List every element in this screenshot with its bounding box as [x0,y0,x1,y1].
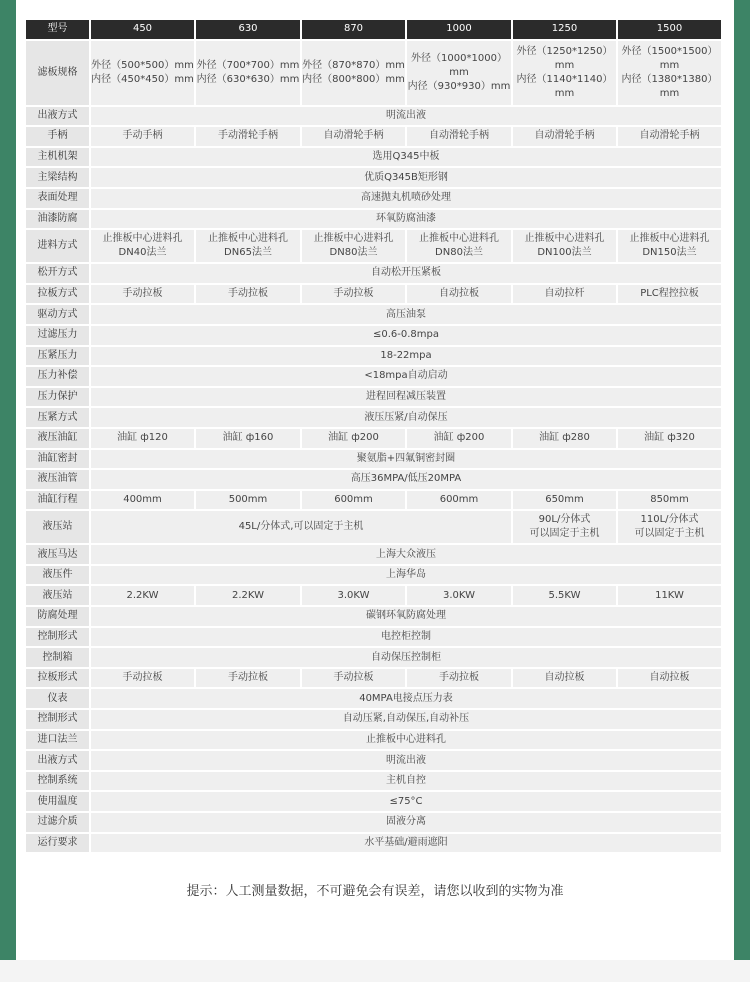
header-cell: 450 [91,20,194,39]
table-cell: 400mm [91,491,194,510]
disclaimer-note: 提示：人工测量数据，不可避免会有误差，请您以收到的实物为准 [186,884,564,899]
table-cell: 环氧防腐油漆 [91,210,721,229]
row-label: 驱动方式 [26,305,89,324]
table-row [26,586,721,605]
table-row [26,326,721,345]
table-cell: 自动滑轮手柄 [618,127,721,146]
table-row [26,127,721,146]
table-cell [407,230,511,262]
row-label: 压力补偿 [26,367,89,386]
table-cell: 油缸 ф200 [407,429,511,448]
header-cell: 型号 [26,20,89,39]
table-cell: 明流出液 [91,751,721,770]
row-label: 使用温度 [26,792,89,811]
table-row [26,545,721,564]
table-cell: 自动拉板 [513,669,616,688]
table-row [26,148,721,167]
table-cell [618,511,721,543]
table-row [26,429,721,448]
table-row [26,511,721,543]
table-cell: 5.5KW [513,586,616,605]
spec-table [24,18,723,854]
row-label: 手柄 [26,127,89,146]
table-cell: 手动拉板 [91,669,194,688]
table-row [26,813,721,832]
table-cell: 手动滑轮手柄 [196,127,300,146]
table-row [26,107,721,126]
table-cell: 850mm [618,491,721,510]
cell-line: DN65法兰 [224,247,272,259]
row-label: 进料方式 [26,230,89,262]
table-cell: 18-22mpa [91,347,721,366]
table-row [26,669,721,688]
spec-cell [91,41,194,105]
table-cell: 水平基础/避雨遮阳 [91,834,721,853]
table-cell: 3.0KW [407,586,511,605]
table-cell: 自动保压控制柜 [91,648,721,667]
header-row [26,20,721,39]
table-row [26,305,721,324]
table-row [26,792,721,811]
spec-cell [302,41,405,105]
row-label: 拉板形式 [26,669,89,688]
spec-line: 内径（1380*1380） [621,73,718,85]
cell-line: 止推板中心进料孔 [524,233,605,245]
cell-line: 可以固定于主机 [634,528,705,540]
table-cell: 手动拉板 [302,285,405,304]
spec-line: 内径（800*800）mm [302,73,405,85]
table-cell: 选用Q345中板 [91,148,721,167]
table-cell: 高压油泵 [91,305,721,324]
table-cell: ≤0.6-0.8mpa [91,326,721,345]
cell-line: DN80法兰 [329,247,378,259]
row-label: 运行要求 [26,834,89,853]
spec-line: mm [554,87,575,99]
spec-line: mm [659,59,680,71]
table-row [26,388,721,407]
table-row [26,189,721,208]
table-cell: 手动拉板 [196,285,300,304]
table-row [26,285,721,304]
filter-spec-row [26,41,721,105]
table-row [26,210,721,229]
table-cell: 上海大众液压 [91,545,721,564]
spec-line: 外径（870*870）mm [302,59,405,71]
table-cell: 固液分离 [91,813,721,832]
table-cell: 自动拉杆 [513,285,616,304]
spec-table-wrap [26,18,723,854]
cell-line: 止推板中心进料孔 [208,233,288,245]
row-label: 控制形式 [26,628,89,647]
header-cell: 870 [302,20,405,39]
table-cell: 500mm [196,491,300,510]
table-cell: 手动拉板 [407,669,511,688]
row-label: 油缸密封 [26,450,89,469]
table-cell [302,230,405,262]
row-label: 液压油缸 [26,429,89,448]
row-label: 油漆防腐 [26,210,89,229]
spec-line: 内径（450*450）mm [91,73,194,85]
bottom-strip [0,960,750,982]
table-row [26,607,721,626]
table-cell: 明流出液 [91,107,721,126]
row-label: 压力保护 [26,388,89,407]
table-cell: 碳钢环氧防腐处理 [91,607,721,626]
header-cell: 630 [196,20,300,39]
table-cell: 600mm [407,491,511,510]
table-row [26,491,721,510]
row-label: 滤板规格 [26,41,89,105]
table-cell: 主机自控 [91,772,721,791]
table-cell: 油缸 ф280 [513,429,616,448]
table-cell [513,511,616,543]
row-label: 出液方式 [26,751,89,770]
row-label: 过滤介质 [26,813,89,832]
spec-line: 内径（930*930）mm [407,80,511,92]
table-cell: 手动手柄 [91,127,194,146]
spec-line: mm [449,66,469,78]
table-cell: 2.2KW [196,586,300,605]
row-label: 液压马达 [26,545,89,564]
row-label: 主机机架 [26,148,89,167]
row-label: 液压件 [26,566,89,585]
table-cell: 自动滑轮手柄 [513,127,616,146]
table-cell: 高速抛丸机喷砂处理 [91,189,721,208]
table-cell: 45L/分体式,可以固定于主机 [91,511,511,543]
page-card [16,0,734,960]
table-row [26,347,721,366]
table-cell: 液压压紧/自动保压 [91,408,721,427]
spec-line: 外径（700*700）mm [196,59,300,71]
spec-line: 内径（630*630）mm [196,73,300,85]
row-label: 仪表 [26,689,89,708]
table-cell [196,230,300,262]
cell-line: DN40法兰 [118,247,167,259]
table-cell: <18mpa自动启动 [91,367,721,386]
table-cell: 自动拉板 [407,285,511,304]
table-cell: 手动拉板 [302,669,405,688]
table-cell: 40MPA电接点压力表 [91,689,721,708]
table-cell: 自动滑轮手柄 [407,127,511,146]
cell-line: 110L/分体式 [640,514,699,526]
table-cell: 进程回程减压装置 [91,388,721,407]
row-label: 压紧压力 [26,347,89,366]
table-row [26,450,721,469]
table-cell: 自动拉板 [618,669,721,688]
table-cell [618,230,721,262]
cell-line: 止推板中心进料孔 [102,233,183,245]
spec-line: 内径（1140*1140） [516,73,613,85]
cell-line: 可以固定于主机 [529,528,600,540]
table-row [26,230,721,262]
row-label: 松开方式 [26,264,89,283]
table-row [26,648,721,667]
table-cell: 油缸 ф160 [196,429,300,448]
table-cell: 手动拉板 [91,285,194,304]
row-label: 防腐处理 [26,607,89,626]
table-cell: 自动滑轮手柄 [302,127,405,146]
table-row [26,628,721,647]
table-row [26,710,721,729]
row-label: 控制系统 [26,772,89,791]
header-cell: 1500 [618,20,721,39]
spec-line: 外径（500*500）mm [91,59,194,71]
row-label: 控制形式 [26,710,89,729]
table-row [26,566,721,585]
cell-line: 止推板中心进料孔 [419,233,499,245]
spec-cell [407,41,511,105]
cell-line: DN100法兰 [537,247,592,259]
cell-line: DN150法兰 [642,247,697,259]
table-cell: 600mm [302,491,405,510]
table-cell: 11KW [618,586,721,605]
spec-line: 外径（1250*1250） [516,45,613,57]
row-label: 表面处理 [26,189,89,208]
table-cell [513,230,616,262]
table-cell: 自动压紧,自动保压,自动补压 [91,710,721,729]
row-label: 过滤压力 [26,326,89,345]
table-row [26,772,721,791]
row-label: 出液方式 [26,107,89,126]
table-row [26,168,721,187]
spec-cell [196,41,300,105]
table-cell: 高压36MPA/低压20MPA [91,470,721,489]
spec-line: mm [659,87,680,99]
spec-line: 外径（1000*1000） [411,52,507,64]
table-row [26,367,721,386]
cell-line: 止推板中心进料孔 [629,233,710,245]
table-cell: 优质Q345B矩形钢 [91,168,721,187]
row-label: 液压油管 [26,470,89,489]
table-row [26,689,721,708]
row-label: 油缸行程 [26,491,89,510]
table-cell: 上海华岛 [91,566,721,585]
header-cell: 1000 [407,20,511,39]
table-cell: 电控柜控制 [91,628,721,647]
row-label: 液压站 [26,586,89,605]
header-cell: 1250 [513,20,616,39]
spec-table-body [26,41,721,853]
cell-line: 90L/分体式 [538,514,591,526]
row-label: 液压站 [26,511,89,543]
spec-cell [618,41,721,105]
table-row [26,731,721,750]
table-cell: 油缸 ф120 [91,429,194,448]
table-row [26,470,721,489]
table-cell [91,230,194,262]
table-row [26,264,721,283]
spec-line: mm [554,59,575,71]
row-label: 拉板方式 [26,285,89,304]
table-row [26,408,721,427]
table-cell: PLC程控拉板 [618,285,721,304]
table-cell: 自动松开压紧板 [91,264,721,283]
spec-cell [513,41,616,105]
table-cell: 油缸 ф200 [302,429,405,448]
cell-line: 止推板中心进料孔 [313,233,394,245]
table-cell: ≤75°C [91,792,721,811]
table-row [26,834,721,853]
table-cell: 3.0KW [302,586,405,605]
table-cell: 止推板中心进料孔 [91,731,721,750]
table-cell: 手动拉板 [196,669,300,688]
row-label: 主梁结构 [26,168,89,187]
table-cell: 油缸 ф320 [618,429,721,448]
table-row [26,751,721,770]
row-label: 进口法兰 [26,731,89,750]
spec-line: 外径（1500*1500） [621,45,718,57]
table-cell: 2.2KW [91,586,194,605]
row-label: 控制箱 [26,648,89,667]
table-cell: 650mm [513,491,616,510]
row-label: 压紧方式 [26,408,89,427]
table-cell: 聚氨脂+四氟铜密封圈 [91,450,721,469]
cell-line: DN80法兰 [435,247,483,259]
